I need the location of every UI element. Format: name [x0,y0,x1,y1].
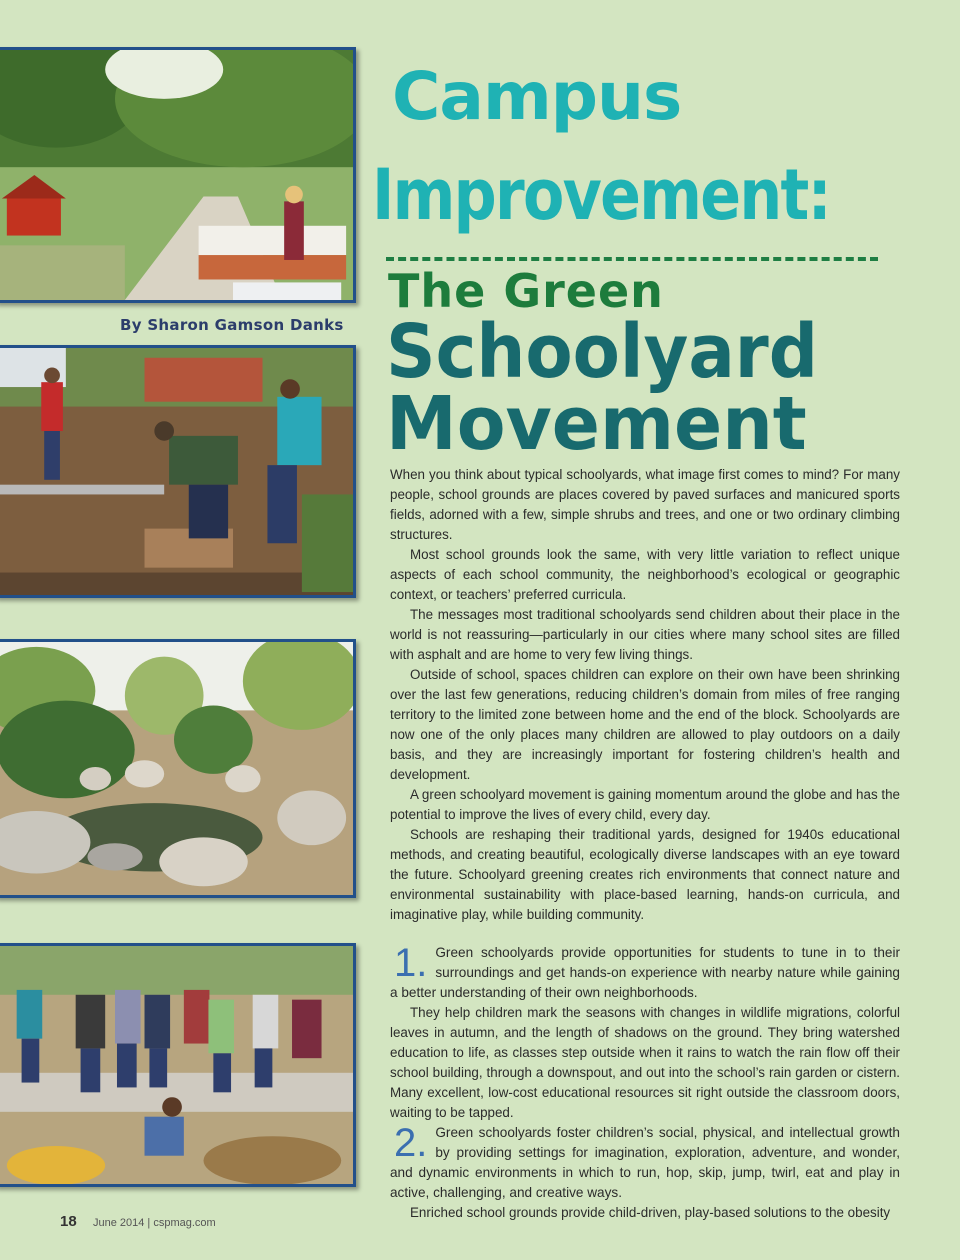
paragraph: Enriched school grounds provide child-driven, play-based solutions to the obesity [410,1205,891,1220]
numbered-point-2 [390,1123,900,1203]
paragraph: Most school grounds look the same, with very little variation to reflect unique aspects of each school community, the neighborhood’s ecological or geographic context, or teachers’ preferred curricula. [390,547,900,602]
paragraph: Schools are reshaping their traditional yards, designed for 1940s educational methods, and creating beautiful, ecologically diverse landscapes with an eye toward the future. Schoolyard greening creates rich environments that connect nature and environmental sustainability with place-based learning, hands-on curricula, and imaginative play, while building community. [390,827,900,922]
title-line-campus: Campus [392,58,682,135]
paragraph: They help children mark the seasons with changes in wildlife migrations, colorful leaves in autumn, and the length of shadows on the ground. They bring watershed education to life, as classes step outside when it rains to watch the rain flow off their school building, through a downspout, and out into the school’s rain garden or cistern. Many excellent, low-cost educational resources sit right outside the classroom doors, waiting to be tapped. [390,1005,900,1120]
point-number: 2. [394,1121,428,1165]
paragraph: Outside of school, spaces children can explore on their own have been shrinking over the last few generations, reducing children’s domain from miles of free ranging territory to the limited zone between home and the end of the block. Schoolyards are now one of the only places many children are allowed to play outdoors on a daily basis, and they are increasingly important for fostering children’s health and development. [390,667,900,782]
issue-info: June 2014 | cspmag.com [93,1217,216,1229]
photo-gardening-volunteers [0,345,356,598]
byline: By Sharon Gamson Danks [120,316,344,334]
point-lead: Green schoolyards provide opportunities for students to tune in to their surroundings and get hands-on experience with nearby nature while gaining a better understanding of their own neighborhoods. [390,945,900,1000]
title-line-schoolyard: Schoolyard [386,309,819,395]
article-body [390,465,900,1223]
photo-rain-garden-pond [0,639,356,898]
title-line-improvement: Improvement: [372,154,830,236]
title-line-movement: Movement [386,381,807,467]
page-number: 18 [60,1213,77,1230]
point-number: 1. [394,941,428,985]
paragraph-intro: When you think about typical schoolyards, what image first comes to mind? For many people, school grounds are places covered by paved surfaces and manicured sports fields, adorned with a few, simple shrubs and trees, and one or two ordinary climbing structures. [390,467,900,542]
paragraph: A green schoolyard movement is gaining momentum around the globe and has the potential to improve the lives of every child, every day. [390,787,900,822]
photo-garden-path [0,47,356,303]
title-line-the-green: The Green [388,264,664,318]
numbered-point-1 [390,943,900,1003]
paragraph: The messages most traditional schoolyards send children about their place in the world is not reassuring—particularly in our cities where many school sites are filled with asphalt and are home to very few living things. [390,607,900,662]
point-lead: Green schoolyards foster children’s social, physical, and intellectual growth by providing settings for imagination, exploration, adventure, and wonder, and dynamic environments in which to run, hop, skip, jump, twirl, eat and play in active, challenging, and creative ways. [390,1125,900,1200]
title-divider [386,257,878,261]
photo-group-tour [0,943,356,1187]
